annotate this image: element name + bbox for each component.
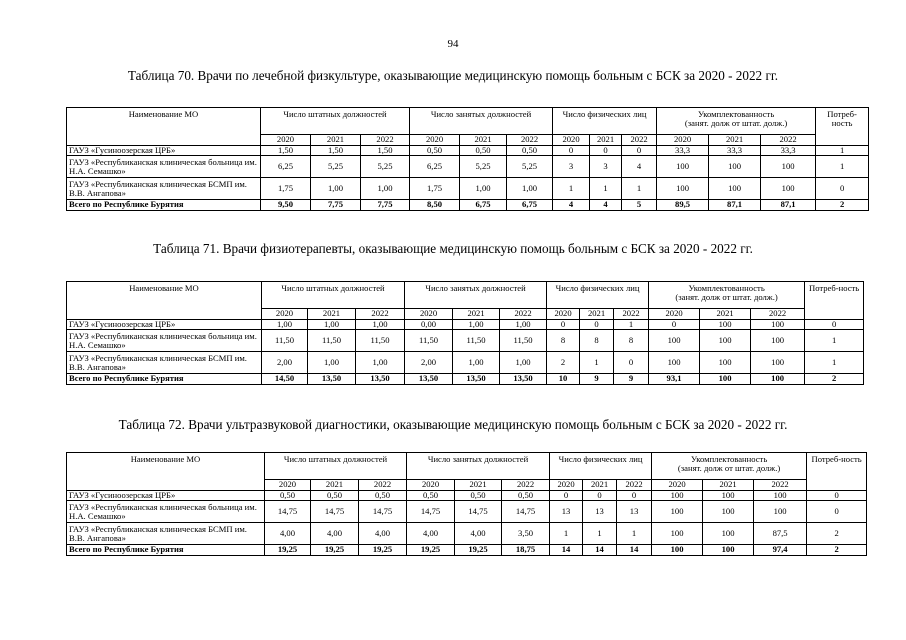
- table-row: [67, 156, 869, 178]
- value-cell: 100: [761, 156, 816, 178]
- year-header: 2022: [359, 480, 407, 491]
- value-cell: 0: [550, 491, 583, 501]
- value-cell: 87,1: [709, 200, 761, 210]
- column-header-potreb: Потреб-ность: [805, 282, 864, 320]
- value-cell: 13,50: [356, 374, 405, 384]
- value-cell: 2: [807, 523, 867, 545]
- value-cell: 14: [583, 545, 617, 555]
- value-cell: 8: [547, 330, 580, 352]
- value-cell: 1,00: [308, 352, 356, 374]
- value-cell: 0,50: [407, 491, 455, 501]
- value-cell: 1,00: [507, 178, 553, 200]
- value-cell: 1,00: [356, 320, 405, 330]
- year-header: 2021: [703, 480, 754, 491]
- value-cell: 0,50: [311, 491, 359, 501]
- value-cell: 19,25: [265, 545, 311, 555]
- value-cell: 1: [614, 320, 649, 330]
- value-cell: 1: [816, 156, 869, 178]
- ukompl-sublabel: (занят. долж от штат. долж.): [677, 463, 781, 474]
- year-header: 2022: [751, 309, 805, 320]
- value-cell: 14,75: [311, 501, 359, 523]
- year-header: 2020: [649, 309, 700, 320]
- ukompl-sublabel: (занят. долж от штат. долж.): [675, 292, 778, 303]
- value-cell: 19,25: [407, 545, 455, 555]
- value-cell: 1: [583, 523, 617, 545]
- value-cell: 0: [547, 320, 580, 330]
- column-header-mo: Наименование МО: [67, 108, 261, 146]
- year-header: 2020: [262, 309, 308, 320]
- org-name-cell: Всего по Республике Бурятия: [67, 374, 262, 384]
- value-cell: 1,75: [410, 178, 460, 200]
- value-cell: 1,50: [261, 146, 311, 156]
- value-cell: 1: [816, 146, 869, 156]
- value-cell: 11,50: [500, 330, 547, 352]
- value-cell: 1,00: [262, 320, 308, 330]
- value-cell: 1,00: [361, 178, 410, 200]
- value-cell: 0: [583, 491, 617, 501]
- value-cell: 100: [703, 491, 754, 501]
- year-header: 2020: [265, 480, 311, 491]
- value-cell: 4,00: [455, 523, 502, 545]
- year-header: 2020: [553, 135, 590, 146]
- value-cell: 0,50: [265, 491, 311, 501]
- org-name-cell: ГАУЗ «Гусиноозерская ЦРБ»: [67, 320, 262, 330]
- year-header: 2022: [617, 480, 652, 491]
- value-cell: 7,75: [311, 200, 361, 210]
- value-cell: 1: [590, 178, 622, 200]
- year-header: 2022: [361, 135, 410, 146]
- value-cell: 5,25: [460, 156, 507, 178]
- value-cell: 100: [652, 491, 703, 501]
- value-cell: 100: [754, 501, 807, 523]
- org-name-cell: ГАУЗ «Республиканская клиническая БСМП им. В.В. Ангапова»: [67, 178, 261, 200]
- year-header: 2021: [709, 135, 761, 146]
- org-name-cell: ГАУЗ «Гусиноозерская ЦРБ»: [67, 491, 265, 501]
- value-cell: 2: [805, 374, 864, 384]
- year-header: 2022: [500, 309, 547, 320]
- org-name-cell: Всего по Республике Бурятия: [67, 545, 265, 555]
- org-name-cell: ГАУЗ «Республиканская клиническая больница им. Н.А. Семашко»: [67, 501, 265, 523]
- value-cell: 4,00: [359, 523, 407, 545]
- value-cell: 10: [547, 374, 580, 384]
- year-header: 2022: [614, 309, 649, 320]
- year-header: 2021: [311, 480, 359, 491]
- table-row: [67, 320, 864, 330]
- value-cell: 4,00: [265, 523, 311, 545]
- table-caption: Таблица 70. Врачи по лечебной физкультуре, оказывающие медицинскую помощь больным с БСК за 2020 - 2022 гг.: [127, 68, 779, 83]
- value-cell: 100: [709, 156, 761, 178]
- value-cell: 1: [805, 330, 864, 352]
- value-cell: 1,00: [500, 320, 547, 330]
- value-cell: 2,00: [405, 352, 453, 374]
- value-cell: 4,00: [407, 523, 455, 545]
- value-cell: 5: [622, 200, 657, 210]
- value-cell: 0: [553, 146, 590, 156]
- value-cell: 13,50: [500, 374, 547, 384]
- org-name-cell: ГАУЗ «Гусиноозерская ЦРБ»: [67, 146, 261, 156]
- value-cell: 87,1: [761, 200, 816, 210]
- value-cell: 1,00: [500, 352, 547, 374]
- value-cell: 0: [617, 491, 652, 501]
- value-cell: 100: [703, 523, 754, 545]
- year-header: 2020: [657, 135, 709, 146]
- table-caption: Таблица 71. Врачи физиотерапевты, оказывающие медицинскую помощь больным с БСК за 2020 - 2022 гг.: [153, 241, 753, 256]
- value-cell: 2,00: [262, 352, 308, 374]
- value-cell: 11,50: [453, 330, 500, 352]
- value-cell: 89,5: [657, 200, 709, 210]
- value-cell: 1,00: [356, 352, 405, 374]
- column-header-potreb: Потреб-ность: [807, 453, 867, 491]
- value-cell: 100: [754, 491, 807, 501]
- year-header: 2021: [580, 309, 614, 320]
- table-row: [67, 352, 864, 374]
- data-table: [66, 107, 869, 211]
- column-header-zanyat: Число занятых должностей: [410, 108, 553, 135]
- column-header-shtat: Число штатных должностей: [261, 108, 410, 135]
- ukompl-label: Укомплектованность: [688, 283, 765, 293]
- value-cell: 100: [700, 320, 751, 330]
- value-cell: 11,50: [308, 330, 356, 352]
- page-number: 94: [447, 38, 459, 50]
- year-header: 2021: [308, 309, 356, 320]
- value-cell: 100: [649, 330, 700, 352]
- value-cell: 8: [580, 330, 614, 352]
- year-header: 2020: [652, 480, 703, 491]
- column-header-shtat: Число штатных должностей: [265, 453, 407, 480]
- value-cell: 100: [657, 156, 709, 178]
- column-header-shtat: Число штатных должностей: [262, 282, 405, 309]
- value-cell: 1: [550, 523, 583, 545]
- total-row: [67, 374, 864, 384]
- value-cell: 100: [703, 545, 754, 555]
- year-header: 2022: [356, 309, 405, 320]
- value-cell: 100: [703, 501, 754, 523]
- year-header: 2022: [507, 135, 553, 146]
- value-cell: 0,50: [455, 491, 502, 501]
- value-cell: 3,50: [502, 523, 550, 545]
- value-cell: 8: [614, 330, 649, 352]
- value-cell: 5,25: [507, 156, 553, 178]
- total-row: [67, 545, 867, 555]
- value-cell: 5,25: [361, 156, 410, 178]
- value-cell: 6,75: [460, 200, 507, 210]
- table-caption: Таблица 72. Врачи ультразвуковой диагностики, оказывающие медицинскую помощь больным с БСК за 2020 - 2022 гг.: [118, 417, 788, 432]
- value-cell: 1: [617, 523, 652, 545]
- value-cell: 13: [617, 501, 652, 523]
- value-cell: 14,50: [262, 374, 308, 384]
- year-header: 2021: [460, 135, 507, 146]
- value-cell: 3: [553, 156, 590, 178]
- value-cell: 0: [614, 352, 649, 374]
- table-row: [67, 178, 869, 200]
- column-header-mo: Наименование МО: [67, 453, 265, 491]
- value-cell: 0: [590, 146, 622, 156]
- ukompl-label: Укомплектованность: [690, 454, 768, 464]
- value-cell: 100: [700, 352, 751, 374]
- value-cell: 0,50: [359, 491, 407, 501]
- value-cell: 100: [652, 501, 703, 523]
- ukompl-label: Укомплектованность: [697, 109, 775, 119]
- column-header-zanyat: Число занятых должностей: [405, 282, 547, 309]
- value-cell: 0: [807, 491, 867, 501]
- value-cell: 0,50: [410, 146, 460, 156]
- value-cell: 87,5: [754, 523, 807, 545]
- table-row: [67, 491, 867, 501]
- year-header: 2021: [453, 309, 500, 320]
- column-header-zanyat: Число занятых должностей: [407, 453, 550, 480]
- table-row: [67, 146, 869, 156]
- column-header-potreb: Потреб-ность: [816, 108, 869, 146]
- value-cell: 4: [622, 156, 657, 178]
- value-cell: 9: [580, 374, 614, 384]
- value-cell: 9,50: [261, 200, 311, 210]
- column-header-mo: Наименование МО: [67, 282, 262, 320]
- year-header: 2021: [700, 309, 751, 320]
- value-cell: 2: [816, 200, 869, 210]
- value-cell: 33,3: [657, 146, 709, 156]
- year-header: 2020: [550, 480, 583, 491]
- value-cell: 14,75: [407, 501, 455, 523]
- value-cell: 2: [807, 545, 867, 555]
- value-cell: 100: [761, 178, 816, 200]
- data-table: [66, 452, 867, 556]
- year-header: 2020: [261, 135, 311, 146]
- value-cell: 11,50: [405, 330, 453, 352]
- value-cell: 93,1: [649, 374, 700, 384]
- org-name-cell: ГАУЗ «Республиканская клиническая БСМП им. В.В. Ангапова»: [67, 352, 262, 374]
- year-header: 2022: [622, 135, 657, 146]
- value-cell: 100: [652, 545, 703, 555]
- value-cell: 2: [547, 352, 580, 374]
- value-cell: 19,25: [455, 545, 502, 555]
- column-header-fiz: Число физических лиц: [547, 282, 649, 309]
- data-table: [66, 281, 864, 385]
- value-cell: 1,00: [460, 178, 507, 200]
- value-cell: 0: [807, 501, 867, 523]
- year-header: 2022: [754, 480, 807, 491]
- value-cell: 100: [700, 374, 751, 384]
- table-row: [67, 330, 864, 352]
- org-name-cell: ГАУЗ «Республиканская клиническая БСМП им. В.В. Ангапова»: [67, 523, 265, 545]
- value-cell: 14: [550, 545, 583, 555]
- year-header: 2022: [502, 480, 550, 491]
- value-cell: 18,75: [502, 545, 550, 555]
- value-cell: 100: [652, 523, 703, 545]
- value-cell: 1: [805, 352, 864, 374]
- year-header: 2020: [547, 309, 580, 320]
- value-cell: 0: [805, 320, 864, 330]
- value-cell: 4: [590, 200, 622, 210]
- total-row: [67, 200, 869, 210]
- value-cell: 0,50: [507, 146, 553, 156]
- year-header: 2021: [583, 480, 617, 491]
- org-name-cell: ГАУЗ «Республиканская клиническая больница им. Н.А. Семашко»: [67, 330, 262, 352]
- value-cell: 13,50: [308, 374, 356, 384]
- value-cell: 13,50: [405, 374, 453, 384]
- value-cell: 14,75: [265, 501, 311, 523]
- year-header: 2021: [311, 135, 361, 146]
- value-cell: 100: [751, 352, 805, 374]
- year-header: 2021: [590, 135, 622, 146]
- value-cell: 14,75: [455, 501, 502, 523]
- value-cell: 1,00: [453, 352, 500, 374]
- column-header-fiz: Число физических лиц: [550, 453, 652, 480]
- value-cell: 1,50: [311, 146, 361, 156]
- value-cell: 8,50: [410, 200, 460, 210]
- value-cell: 19,25: [359, 545, 407, 555]
- value-cell: 5,25: [311, 156, 361, 178]
- ukompl-sublabel: (занят. долж от штат. долж.): [684, 118, 788, 129]
- value-cell: 3: [590, 156, 622, 178]
- value-cell: 14,75: [502, 501, 550, 523]
- value-cell: 100: [709, 178, 761, 200]
- value-cell: 14,75: [359, 501, 407, 523]
- value-cell: 1: [553, 178, 590, 200]
- value-cell: 4: [553, 200, 590, 210]
- year-header: 2020: [405, 309, 453, 320]
- value-cell: 0: [649, 320, 700, 330]
- value-cell: 0: [622, 146, 657, 156]
- column-header-ukompl: [649, 282, 805, 309]
- value-cell: 0: [816, 178, 869, 200]
- value-cell: 6,25: [410, 156, 460, 178]
- value-cell: 100: [751, 320, 805, 330]
- value-cell: 1,75: [261, 178, 311, 200]
- column-header-ukompl: [652, 453, 807, 480]
- value-cell: 9: [614, 374, 649, 384]
- value-cell: 6,75: [507, 200, 553, 210]
- value-cell: 100: [700, 330, 751, 352]
- year-header: 2021: [455, 480, 502, 491]
- value-cell: 1,00: [308, 320, 356, 330]
- value-cell: 100: [751, 330, 805, 352]
- value-cell: 0,00: [405, 320, 453, 330]
- value-cell: 13: [550, 501, 583, 523]
- table-row: [67, 523, 867, 545]
- year-header: 2022: [761, 135, 816, 146]
- column-header-fiz: Число физических лиц: [553, 108, 657, 135]
- value-cell: 0: [580, 320, 614, 330]
- value-cell: 11,50: [262, 330, 308, 352]
- org-name-cell: ГАУЗ «Республиканская клиническая больница им. Н.А. Семашко»: [67, 156, 261, 178]
- value-cell: 13: [583, 501, 617, 523]
- year-header: 2020: [410, 135, 460, 146]
- value-cell: 6,25: [261, 156, 311, 178]
- value-cell: 11,50: [356, 330, 405, 352]
- value-cell: 0,50: [502, 491, 550, 501]
- value-cell: 33,3: [761, 146, 816, 156]
- value-cell: 100: [657, 178, 709, 200]
- org-name-cell: Всего по Республике Бурятия: [67, 200, 261, 210]
- value-cell: 100: [751, 374, 805, 384]
- value-cell: 14: [617, 545, 652, 555]
- value-cell: 1: [580, 352, 614, 374]
- value-cell: 19,25: [311, 545, 359, 555]
- value-cell: 0,50: [460, 146, 507, 156]
- year-header: 2020: [407, 480, 455, 491]
- value-cell: 100: [649, 352, 700, 374]
- value-cell: 1: [622, 178, 657, 200]
- value-cell: 33,3: [709, 146, 761, 156]
- value-cell: 4,00: [311, 523, 359, 545]
- table-row: [67, 501, 867, 523]
- value-cell: 97,4: [754, 545, 807, 555]
- value-cell: 7,75: [361, 200, 410, 210]
- value-cell: 1,00: [311, 178, 361, 200]
- column-header-ukompl: [657, 108, 816, 135]
- value-cell: 13,50: [453, 374, 500, 384]
- value-cell: 1,50: [361, 146, 410, 156]
- value-cell: 1,00: [453, 320, 500, 330]
